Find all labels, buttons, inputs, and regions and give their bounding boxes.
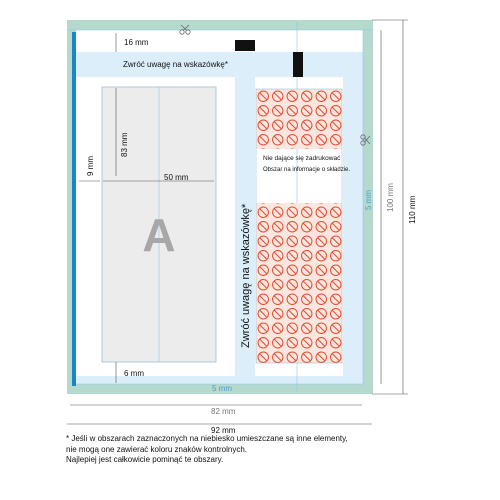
- dim-inner-height: 100 mm: [386, 183, 395, 212]
- footnote-line-2: nie mogą one zawierać koloru znaków kontrolnych.: [66, 444, 247, 454]
- panel-letter-a: A: [142, 209, 176, 261]
- nonprint-area-top: [256, 89, 342, 149]
- footnote: [66, 434, 396, 466]
- dim-outer-height: 110 mm: [408, 195, 417, 224]
- dim-inner-width: 82 mm: [211, 407, 236, 416]
- dim-panel-width: 50 mm: [164, 173, 189, 182]
- dim-guide-bottom: 5 mm: [212, 384, 232, 393]
- dim-bottom-margin: 6 mm: [124, 369, 144, 378]
- dim-panel-height: 83 mm: [120, 132, 129, 157]
- nonprint-title: Nie dające się zadrukować: [263, 155, 341, 162]
- dim-top-margin: 16 mm: [124, 38, 149, 47]
- footnote-line-1: * Jeśli w obszarach zaznaczonych na niebiesko umieszczane są inne elementy,: [66, 434, 348, 443]
- registration-mark-horizontal: [235, 40, 255, 51]
- dim-left-margin: 9 mm: [86, 156, 95, 176]
- registration-mark-vertical: [293, 52, 303, 77]
- bottom-blue-zone: [76, 376, 363, 384]
- left-edge-strip: [72, 32, 76, 386]
- footnote-line-3: Najlepiej jest całkowicie pominąć te obszary.: [66, 455, 224, 464]
- nonprint-area-bottom: [256, 203, 342, 363]
- right-blue-zone: [343, 52, 363, 384]
- attention-label-horizontal: Zwróć uwagę na wskazówkę*: [123, 60, 228, 69]
- nonprint-subtitle: Obszar na informacje o składzie.: [263, 167, 351, 173]
- dim-guide-right: 5 mm: [364, 190, 373, 210]
- attention-label-vertical: Zwróć uwagę na wskazówkę*: [240, 203, 252, 348]
- dim-outer-width: 92 mm: [211, 426, 236, 435]
